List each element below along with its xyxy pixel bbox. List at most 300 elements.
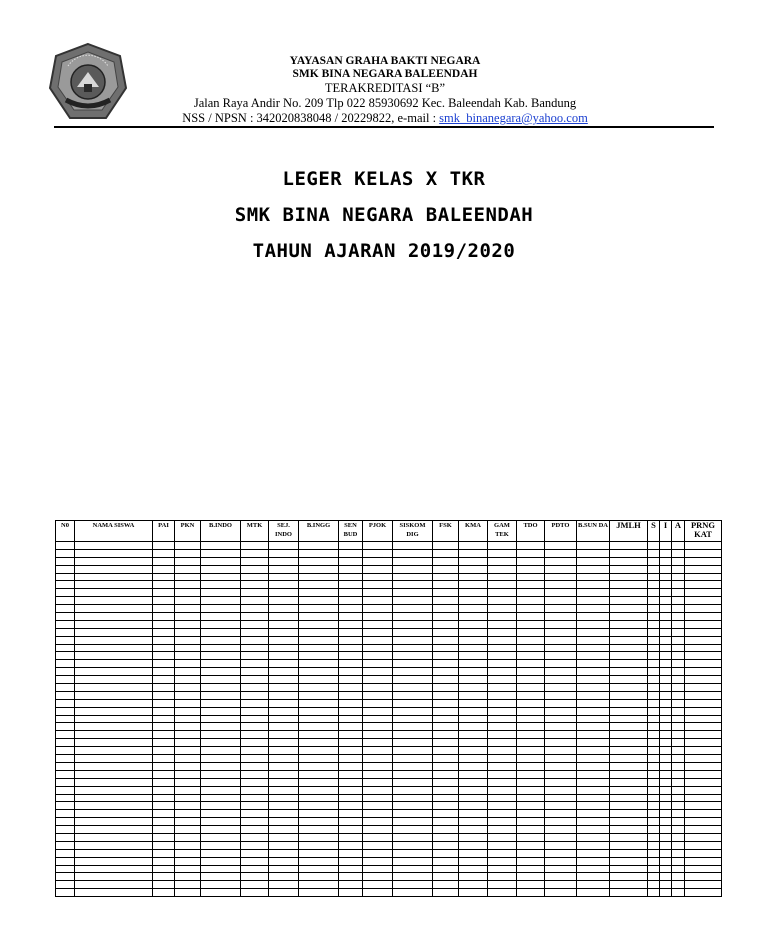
table-cell[interactable]	[56, 865, 75, 873]
table-cell[interactable]	[269, 691, 299, 699]
table-cell[interactable]	[339, 620, 363, 628]
table-cell[interactable]	[660, 636, 672, 644]
table-cell[interactable]	[339, 810, 363, 818]
table-cell[interactable]	[241, 857, 269, 865]
table-cell[interactable]	[672, 833, 685, 841]
table-cell[interactable]	[610, 613, 648, 621]
table-cell[interactable]	[56, 628, 75, 636]
table-cell[interactable]	[339, 762, 363, 770]
table-cell[interactable]	[339, 565, 363, 573]
table-cell[interactable]	[685, 628, 722, 636]
table-cell[interactable]	[545, 644, 577, 652]
table-cell[interactable]	[56, 707, 75, 715]
table-cell[interactable]	[299, 597, 339, 605]
table-cell[interactable]	[393, 841, 433, 849]
table-cell[interactable]	[433, 684, 459, 692]
table-cell[interactable]	[241, 707, 269, 715]
table-cell[interactable]	[269, 865, 299, 873]
table-cell[interactable]	[648, 818, 660, 826]
table-cell[interactable]	[672, 873, 685, 881]
table-cell[interactable]	[201, 636, 241, 644]
table-cell[interactable]	[488, 810, 517, 818]
table-cell[interactable]	[153, 865, 175, 873]
table-cell[interactable]	[175, 668, 201, 676]
table-cell[interactable]	[201, 762, 241, 770]
table-cell[interactable]	[545, 589, 577, 597]
table-cell[interactable]	[153, 707, 175, 715]
table-cell[interactable]	[363, 676, 393, 684]
table-cell[interactable]	[269, 668, 299, 676]
table-cell[interactable]	[660, 826, 672, 834]
table-cell[interactable]	[75, 810, 153, 818]
table-cell[interactable]	[393, 565, 433, 573]
table-cell[interactable]	[56, 676, 75, 684]
table-cell[interactable]	[545, 865, 577, 873]
table-cell[interactable]	[648, 881, 660, 889]
table-cell[interactable]	[339, 542, 363, 550]
table-cell[interactable]	[685, 857, 722, 865]
table-cell[interactable]	[56, 557, 75, 565]
table-cell[interactable]	[153, 589, 175, 597]
table-cell[interactable]	[269, 841, 299, 849]
table-cell[interactable]	[577, 881, 610, 889]
table-cell[interactable]	[610, 739, 648, 747]
table-cell[interactable]	[241, 557, 269, 565]
table-cell[interactable]	[339, 668, 363, 676]
table-cell[interactable]	[459, 636, 488, 644]
table-cell[interactable]	[201, 833, 241, 841]
table-cell[interactable]	[299, 755, 339, 763]
table-cell[interactable]	[393, 605, 433, 613]
table-cell[interactable]	[577, 865, 610, 873]
table-cell[interactable]	[269, 589, 299, 597]
table-cell[interactable]	[56, 715, 75, 723]
table-cell[interactable]	[299, 605, 339, 613]
table-cell[interactable]	[339, 889, 363, 897]
table-cell[interactable]	[153, 786, 175, 794]
table-cell[interactable]	[672, 865, 685, 873]
table-cell[interactable]	[299, 747, 339, 755]
table-cell[interactable]	[685, 652, 722, 660]
table-cell[interactable]	[577, 565, 610, 573]
table-cell[interactable]	[201, 699, 241, 707]
table-cell[interactable]	[339, 755, 363, 763]
table-cell[interactable]	[577, 597, 610, 605]
table-cell[interactable]	[488, 652, 517, 660]
table-cell[interactable]	[577, 731, 610, 739]
table-cell[interactable]	[299, 881, 339, 889]
table-cell[interactable]	[56, 573, 75, 581]
table-cell[interactable]	[672, 857, 685, 865]
table-cell[interactable]	[459, 833, 488, 841]
table-cell[interactable]	[545, 660, 577, 668]
table-cell[interactable]	[517, 605, 545, 613]
table-cell[interactable]	[201, 786, 241, 794]
table-cell[interactable]	[363, 762, 393, 770]
table-cell[interactable]	[459, 762, 488, 770]
table-cell[interactable]	[488, 605, 517, 613]
table-cell[interactable]	[201, 731, 241, 739]
table-cell[interactable]	[75, 557, 153, 565]
table-cell[interactable]	[299, 873, 339, 881]
table-cell[interactable]	[459, 699, 488, 707]
table-cell[interactable]	[363, 652, 393, 660]
table-cell[interactable]	[201, 841, 241, 849]
table-cell[interactable]	[577, 857, 610, 865]
table-cell[interactable]	[393, 699, 433, 707]
table-cell[interactable]	[56, 802, 75, 810]
table-cell[interactable]	[241, 723, 269, 731]
table-cell[interactable]	[269, 620, 299, 628]
table-cell[interactable]	[241, 542, 269, 550]
table-cell[interactable]	[175, 747, 201, 755]
table-cell[interactable]	[433, 865, 459, 873]
table-cell[interactable]	[393, 794, 433, 802]
table-cell[interactable]	[488, 699, 517, 707]
table-cell[interactable]	[363, 818, 393, 826]
table-cell[interactable]	[433, 715, 459, 723]
table-cell[interactable]	[269, 644, 299, 652]
table-cell[interactable]	[339, 786, 363, 794]
table-cell[interactable]	[459, 589, 488, 597]
table-cell[interactable]	[545, 857, 577, 865]
table-cell[interactable]	[153, 597, 175, 605]
table-cell[interactable]	[660, 731, 672, 739]
table-cell[interactable]	[175, 597, 201, 605]
table-cell[interactable]	[577, 636, 610, 644]
table-cell[interactable]	[648, 668, 660, 676]
table-cell[interactable]	[672, 770, 685, 778]
table-cell[interactable]	[363, 581, 393, 589]
table-cell[interactable]	[175, 605, 201, 613]
table-cell[interactable]	[75, 597, 153, 605]
table-cell[interactable]	[269, 699, 299, 707]
table-cell[interactable]	[648, 802, 660, 810]
table-cell[interactable]	[299, 628, 339, 636]
table-cell[interactable]	[660, 770, 672, 778]
table-cell[interactable]	[459, 597, 488, 605]
table-cell[interactable]	[56, 549, 75, 557]
table-cell[interactable]	[363, 573, 393, 581]
table-cell[interactable]	[175, 786, 201, 794]
table-cell[interactable]	[672, 652, 685, 660]
table-cell[interactable]	[241, 620, 269, 628]
table-cell[interactable]	[363, 739, 393, 747]
table-cell[interactable]	[393, 636, 433, 644]
table-cell[interactable]	[363, 826, 393, 834]
table-cell[interactable]	[393, 723, 433, 731]
table-cell[interactable]	[577, 652, 610, 660]
table-cell[interactable]	[459, 565, 488, 573]
table-cell[interactable]	[269, 542, 299, 550]
table-cell[interactable]	[488, 684, 517, 692]
table-cell[interactable]	[393, 762, 433, 770]
table-cell[interactable]	[201, 857, 241, 865]
table-cell[interactable]	[75, 747, 153, 755]
table-cell[interactable]	[517, 770, 545, 778]
table-cell[interactable]	[269, 557, 299, 565]
table-cell[interactable]	[610, 826, 648, 834]
table-cell[interactable]	[153, 613, 175, 621]
table-cell[interactable]	[545, 597, 577, 605]
table-cell[interactable]	[241, 549, 269, 557]
table-cell[interactable]	[393, 668, 433, 676]
table-cell[interactable]	[269, 636, 299, 644]
table-cell[interactable]	[610, 644, 648, 652]
table-cell[interactable]	[517, 849, 545, 857]
table-cell[interactable]	[610, 581, 648, 589]
table-cell[interactable]	[577, 699, 610, 707]
table-cell[interactable]	[517, 715, 545, 723]
table-cell[interactable]	[672, 676, 685, 684]
table-cell[interactable]	[660, 873, 672, 881]
table-cell[interactable]	[241, 581, 269, 589]
table-cell[interactable]	[363, 699, 393, 707]
table-cell[interactable]	[56, 613, 75, 621]
table-cell[interactable]	[459, 770, 488, 778]
table-cell[interactable]	[648, 873, 660, 881]
table-cell[interactable]	[459, 652, 488, 660]
table-cell[interactable]	[56, 873, 75, 881]
table-cell[interactable]	[75, 818, 153, 826]
table-cell[interactable]	[685, 699, 722, 707]
table-cell[interactable]	[610, 636, 648, 644]
table-cell[interactable]	[648, 889, 660, 897]
table-cell[interactable]	[610, 802, 648, 810]
table-cell[interactable]	[339, 731, 363, 739]
table-cell[interactable]	[75, 644, 153, 652]
table-cell[interactable]	[269, 826, 299, 834]
table-cell[interactable]	[56, 699, 75, 707]
table-cell[interactable]	[672, 849, 685, 857]
table-cell[interactable]	[299, 833, 339, 841]
table-cell[interactable]	[545, 676, 577, 684]
table-cell[interactable]	[577, 605, 610, 613]
table-cell[interactable]	[339, 873, 363, 881]
table-cell[interactable]	[685, 691, 722, 699]
table-cell[interactable]	[610, 620, 648, 628]
table-cell[interactable]	[672, 549, 685, 557]
table-cell[interactable]	[269, 581, 299, 589]
table-cell[interactable]	[339, 865, 363, 873]
table-cell[interactable]	[517, 691, 545, 699]
table-cell[interactable]	[545, 652, 577, 660]
table-cell[interactable]	[56, 794, 75, 802]
table-cell[interactable]	[545, 557, 577, 565]
table-cell[interactable]	[241, 818, 269, 826]
table-cell[interactable]	[433, 565, 459, 573]
table-cell[interactable]	[269, 786, 299, 794]
table-cell[interactable]	[339, 699, 363, 707]
table-cell[interactable]	[577, 770, 610, 778]
table-cell[interactable]	[56, 542, 75, 550]
table-cell[interactable]	[488, 707, 517, 715]
table-cell[interactable]	[56, 778, 75, 786]
table-cell[interactable]	[393, 676, 433, 684]
table-cell[interactable]	[545, 873, 577, 881]
table-cell[interactable]	[433, 628, 459, 636]
table-cell[interactable]	[75, 881, 153, 889]
table-cell[interactable]	[459, 707, 488, 715]
table-cell[interactable]	[517, 620, 545, 628]
table-cell[interactable]	[610, 668, 648, 676]
table-cell[interactable]	[648, 644, 660, 652]
table-cell[interactable]	[685, 549, 722, 557]
table-cell[interactable]	[648, 857, 660, 865]
table-cell[interactable]	[241, 747, 269, 755]
table-cell[interactable]	[393, 739, 433, 747]
table-cell[interactable]	[153, 739, 175, 747]
table-cell[interactable]	[75, 613, 153, 621]
table-cell[interactable]	[175, 849, 201, 857]
table-cell[interactable]	[672, 620, 685, 628]
table-cell[interactable]	[672, 660, 685, 668]
table-cell[interactable]	[339, 660, 363, 668]
table-cell[interactable]	[175, 636, 201, 644]
table-cell[interactable]	[75, 889, 153, 897]
table-cell[interactable]	[201, 889, 241, 897]
table-cell[interactable]	[610, 747, 648, 755]
table-cell[interactable]	[545, 833, 577, 841]
table-cell[interactable]	[393, 644, 433, 652]
table-cell[interactable]	[488, 565, 517, 573]
table-cell[interactable]	[175, 810, 201, 818]
table-cell[interactable]	[488, 542, 517, 550]
table-cell[interactable]	[269, 849, 299, 857]
table-cell[interactable]	[201, 873, 241, 881]
table-cell[interactable]	[393, 684, 433, 692]
table-cell[interactable]	[201, 620, 241, 628]
table-cell[interactable]	[241, 660, 269, 668]
table-cell[interactable]	[56, 723, 75, 731]
table-cell[interactable]	[153, 660, 175, 668]
table-cell[interactable]	[241, 691, 269, 699]
table-cell[interactable]	[269, 573, 299, 581]
table-cell[interactable]	[610, 818, 648, 826]
table-cell[interactable]	[610, 770, 648, 778]
table-cell[interactable]	[75, 826, 153, 834]
table-cell[interactable]	[610, 565, 648, 573]
table-cell[interactable]	[363, 715, 393, 723]
table-cell[interactable]	[577, 660, 610, 668]
table-cell[interactable]	[517, 810, 545, 818]
table-cell[interactable]	[201, 747, 241, 755]
table-cell[interactable]	[201, 691, 241, 699]
table-cell[interactable]	[363, 731, 393, 739]
table-cell[interactable]	[269, 739, 299, 747]
table-cell[interactable]	[339, 573, 363, 581]
table-cell[interactable]	[672, 818, 685, 826]
table-cell[interactable]	[75, 573, 153, 581]
table-cell[interactable]	[175, 707, 201, 715]
table-cell[interactable]	[488, 628, 517, 636]
table-cell[interactable]	[672, 881, 685, 889]
table-cell[interactable]	[488, 786, 517, 794]
table-cell[interactable]	[75, 628, 153, 636]
table-cell[interactable]	[648, 542, 660, 550]
table-cell[interactable]	[175, 542, 201, 550]
table-cell[interactable]	[56, 605, 75, 613]
table-cell[interactable]	[488, 818, 517, 826]
table-cell[interactable]	[393, 881, 433, 889]
table-cell[interactable]	[545, 881, 577, 889]
table-cell[interactable]	[610, 542, 648, 550]
table-cell[interactable]	[672, 597, 685, 605]
table-cell[interactable]	[545, 565, 577, 573]
table-cell[interactable]	[648, 549, 660, 557]
table-cell[interactable]	[685, 762, 722, 770]
table-cell[interactable]	[269, 833, 299, 841]
table-cell[interactable]	[577, 889, 610, 897]
table-cell[interactable]	[241, 873, 269, 881]
table-cell[interactable]	[459, 542, 488, 550]
table-cell[interactable]	[201, 715, 241, 723]
table-cell[interactable]	[577, 573, 610, 581]
table-cell[interactable]	[299, 660, 339, 668]
table-cell[interactable]	[56, 826, 75, 834]
table-cell[interactable]	[153, 605, 175, 613]
table-cell[interactable]	[153, 841, 175, 849]
table-cell[interactable]	[433, 589, 459, 597]
table-cell[interactable]	[577, 778, 610, 786]
table-cell[interactable]	[685, 747, 722, 755]
table-cell[interactable]	[672, 605, 685, 613]
table-cell[interactable]	[153, 542, 175, 550]
table-cell[interactable]	[75, 865, 153, 873]
table-cell[interactable]	[75, 786, 153, 794]
table-cell[interactable]	[75, 873, 153, 881]
table-cell[interactable]	[56, 636, 75, 644]
table-cell[interactable]	[241, 628, 269, 636]
table-cell[interactable]	[545, 762, 577, 770]
table-cell[interactable]	[339, 589, 363, 597]
table-cell[interactable]	[488, 691, 517, 699]
table-cell[interactable]	[545, 786, 577, 794]
table-cell[interactable]	[175, 770, 201, 778]
table-cell[interactable]	[241, 770, 269, 778]
table-cell[interactable]	[545, 636, 577, 644]
table-cell[interactable]	[488, 762, 517, 770]
table-cell[interactable]	[175, 684, 201, 692]
table-cell[interactable]	[75, 549, 153, 557]
table-cell[interactable]	[660, 755, 672, 763]
table-cell[interactable]	[660, 833, 672, 841]
table-cell[interactable]	[363, 747, 393, 755]
table-cell[interactable]	[488, 636, 517, 644]
table-cell[interactable]	[459, 660, 488, 668]
table-cell[interactable]	[517, 881, 545, 889]
table-cell[interactable]	[488, 613, 517, 621]
table-cell[interactable]	[75, 841, 153, 849]
table-cell[interactable]	[201, 778, 241, 786]
table-cell[interactable]	[577, 841, 610, 849]
table-cell[interactable]	[648, 565, 660, 573]
table-cell[interactable]	[459, 581, 488, 589]
table-cell[interactable]	[269, 605, 299, 613]
table-cell[interactable]	[241, 589, 269, 597]
table-cell[interactable]	[610, 652, 648, 660]
table-cell[interactable]	[648, 810, 660, 818]
table-cell[interactable]	[610, 699, 648, 707]
table-cell[interactable]	[339, 715, 363, 723]
table-cell[interactable]	[241, 573, 269, 581]
table-cell[interactable]	[299, 652, 339, 660]
table-cell[interactable]	[459, 605, 488, 613]
table-cell[interactable]	[660, 581, 672, 589]
table-cell[interactable]	[459, 676, 488, 684]
table-cell[interactable]	[299, 691, 339, 699]
table-cell[interactable]	[433, 668, 459, 676]
